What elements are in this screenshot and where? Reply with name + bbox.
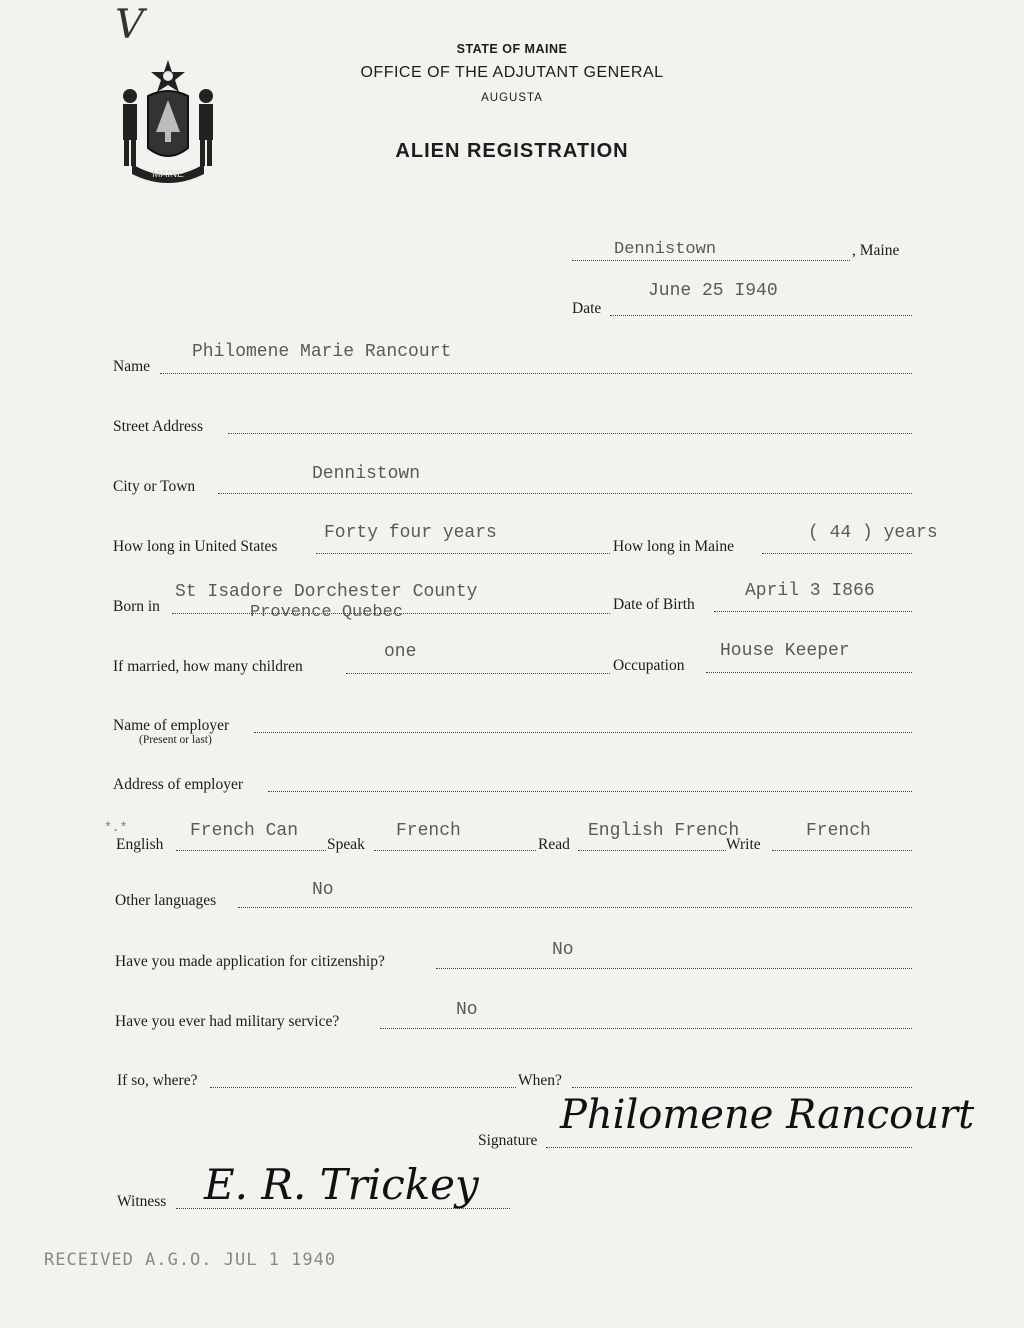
asterisk-mark: *.* [104,820,128,835]
place-suffix: , Maine [852,242,900,259]
date-label: Date [572,300,602,317]
write-line [772,850,912,851]
other-languages-label: Other languages [115,892,217,909]
witness-signature: E. R. Trickey [204,1160,479,1209]
when-label: When? [518,1072,562,1089]
dob-label: Date of Birth [613,596,695,613]
svg-text:MAINE: MAINE [152,169,184,180]
when-line [572,1087,912,1088]
name-line [160,373,912,374]
city-value: Dennistown [312,464,421,484]
military-label: Have you ever had military service? [115,1013,340,1030]
read-line [578,850,726,851]
speak-line [374,850,536,851]
citizenship-label: Have you made application for citizenship? [115,953,385,970]
children-label: If married, how many children [113,658,303,675]
margin-check-mark: V [115,2,144,48]
name-label: Name [113,358,151,375]
dob-line [714,611,912,612]
citizenship-line [436,968,912,969]
write-value: French [806,821,871,841]
employer-sublabel: (Present or last) [139,734,212,746]
employer-address-label: Address of employer [113,776,243,793]
maine-years-value: ( 44 ) years [808,523,938,543]
occupation-label: Occupation [613,657,685,674]
other-languages-value: No [312,880,334,900]
us-years-value: Forty four years [324,523,497,543]
employer-label: Name of employer [113,717,230,734]
maine-years-line [762,553,912,554]
date-line [610,315,912,316]
street-line [228,433,912,434]
military-line [380,1028,912,1029]
occupation-value: House Keeper [720,641,850,661]
city-label: City or Town [113,478,196,495]
place-value: Dennistown [614,240,717,259]
form-title: ALIEN REGISTRATION [395,140,629,162]
header-office: OFFICE OF THE ADJUTANT GENERAL [360,64,664,81]
born-label: Born in [113,598,160,615]
born-value-line2: Provence Quebec [250,603,404,622]
read-value: English French [588,821,740,841]
header-state: STATE OF MAINE [456,42,568,56]
received-stamp: RECEIVED A.G.O. JUL 1 1940 [44,1250,337,1270]
us-years-label: How long in United States [113,538,278,555]
dob-value: April 3 I866 [745,581,875,601]
born-value-line1: St Isadore Dorchester County [175,582,478,602]
write-label: Write [726,836,761,853]
city-line [218,493,912,494]
speak-value: French [396,821,461,841]
maine-years-label: How long in Maine [613,538,734,555]
read-label: Read [538,836,570,853]
citizenship-value: No [552,940,574,960]
us-years-line [316,553,610,554]
witness-label: Witness [117,1193,167,1210]
street-label: Street Address [113,418,203,435]
where-label: If so, where? [117,1072,198,1089]
military-value: No [456,1000,478,1020]
children-line [346,673,610,674]
speak-label: Speak [327,836,365,853]
header-city: AUGUSTA [481,92,543,104]
place-line [572,260,850,261]
english-value: French Can [190,821,299,841]
employer-line [254,732,912,733]
signature-line [546,1147,912,1148]
english-label: English [116,836,164,853]
where-line [210,1087,516,1088]
signature-label: Signature [478,1132,538,1149]
signature-value: Philomene Rancourt [560,1092,975,1138]
other-languages-line [238,907,912,908]
date-value: June 25 I940 [648,281,778,301]
children-value: one [384,642,417,662]
name-value: Philomene Marie Rancourt [192,342,452,362]
english-line [176,850,326,851]
occupation-line [706,672,912,673]
employer-address-line [268,791,912,792]
